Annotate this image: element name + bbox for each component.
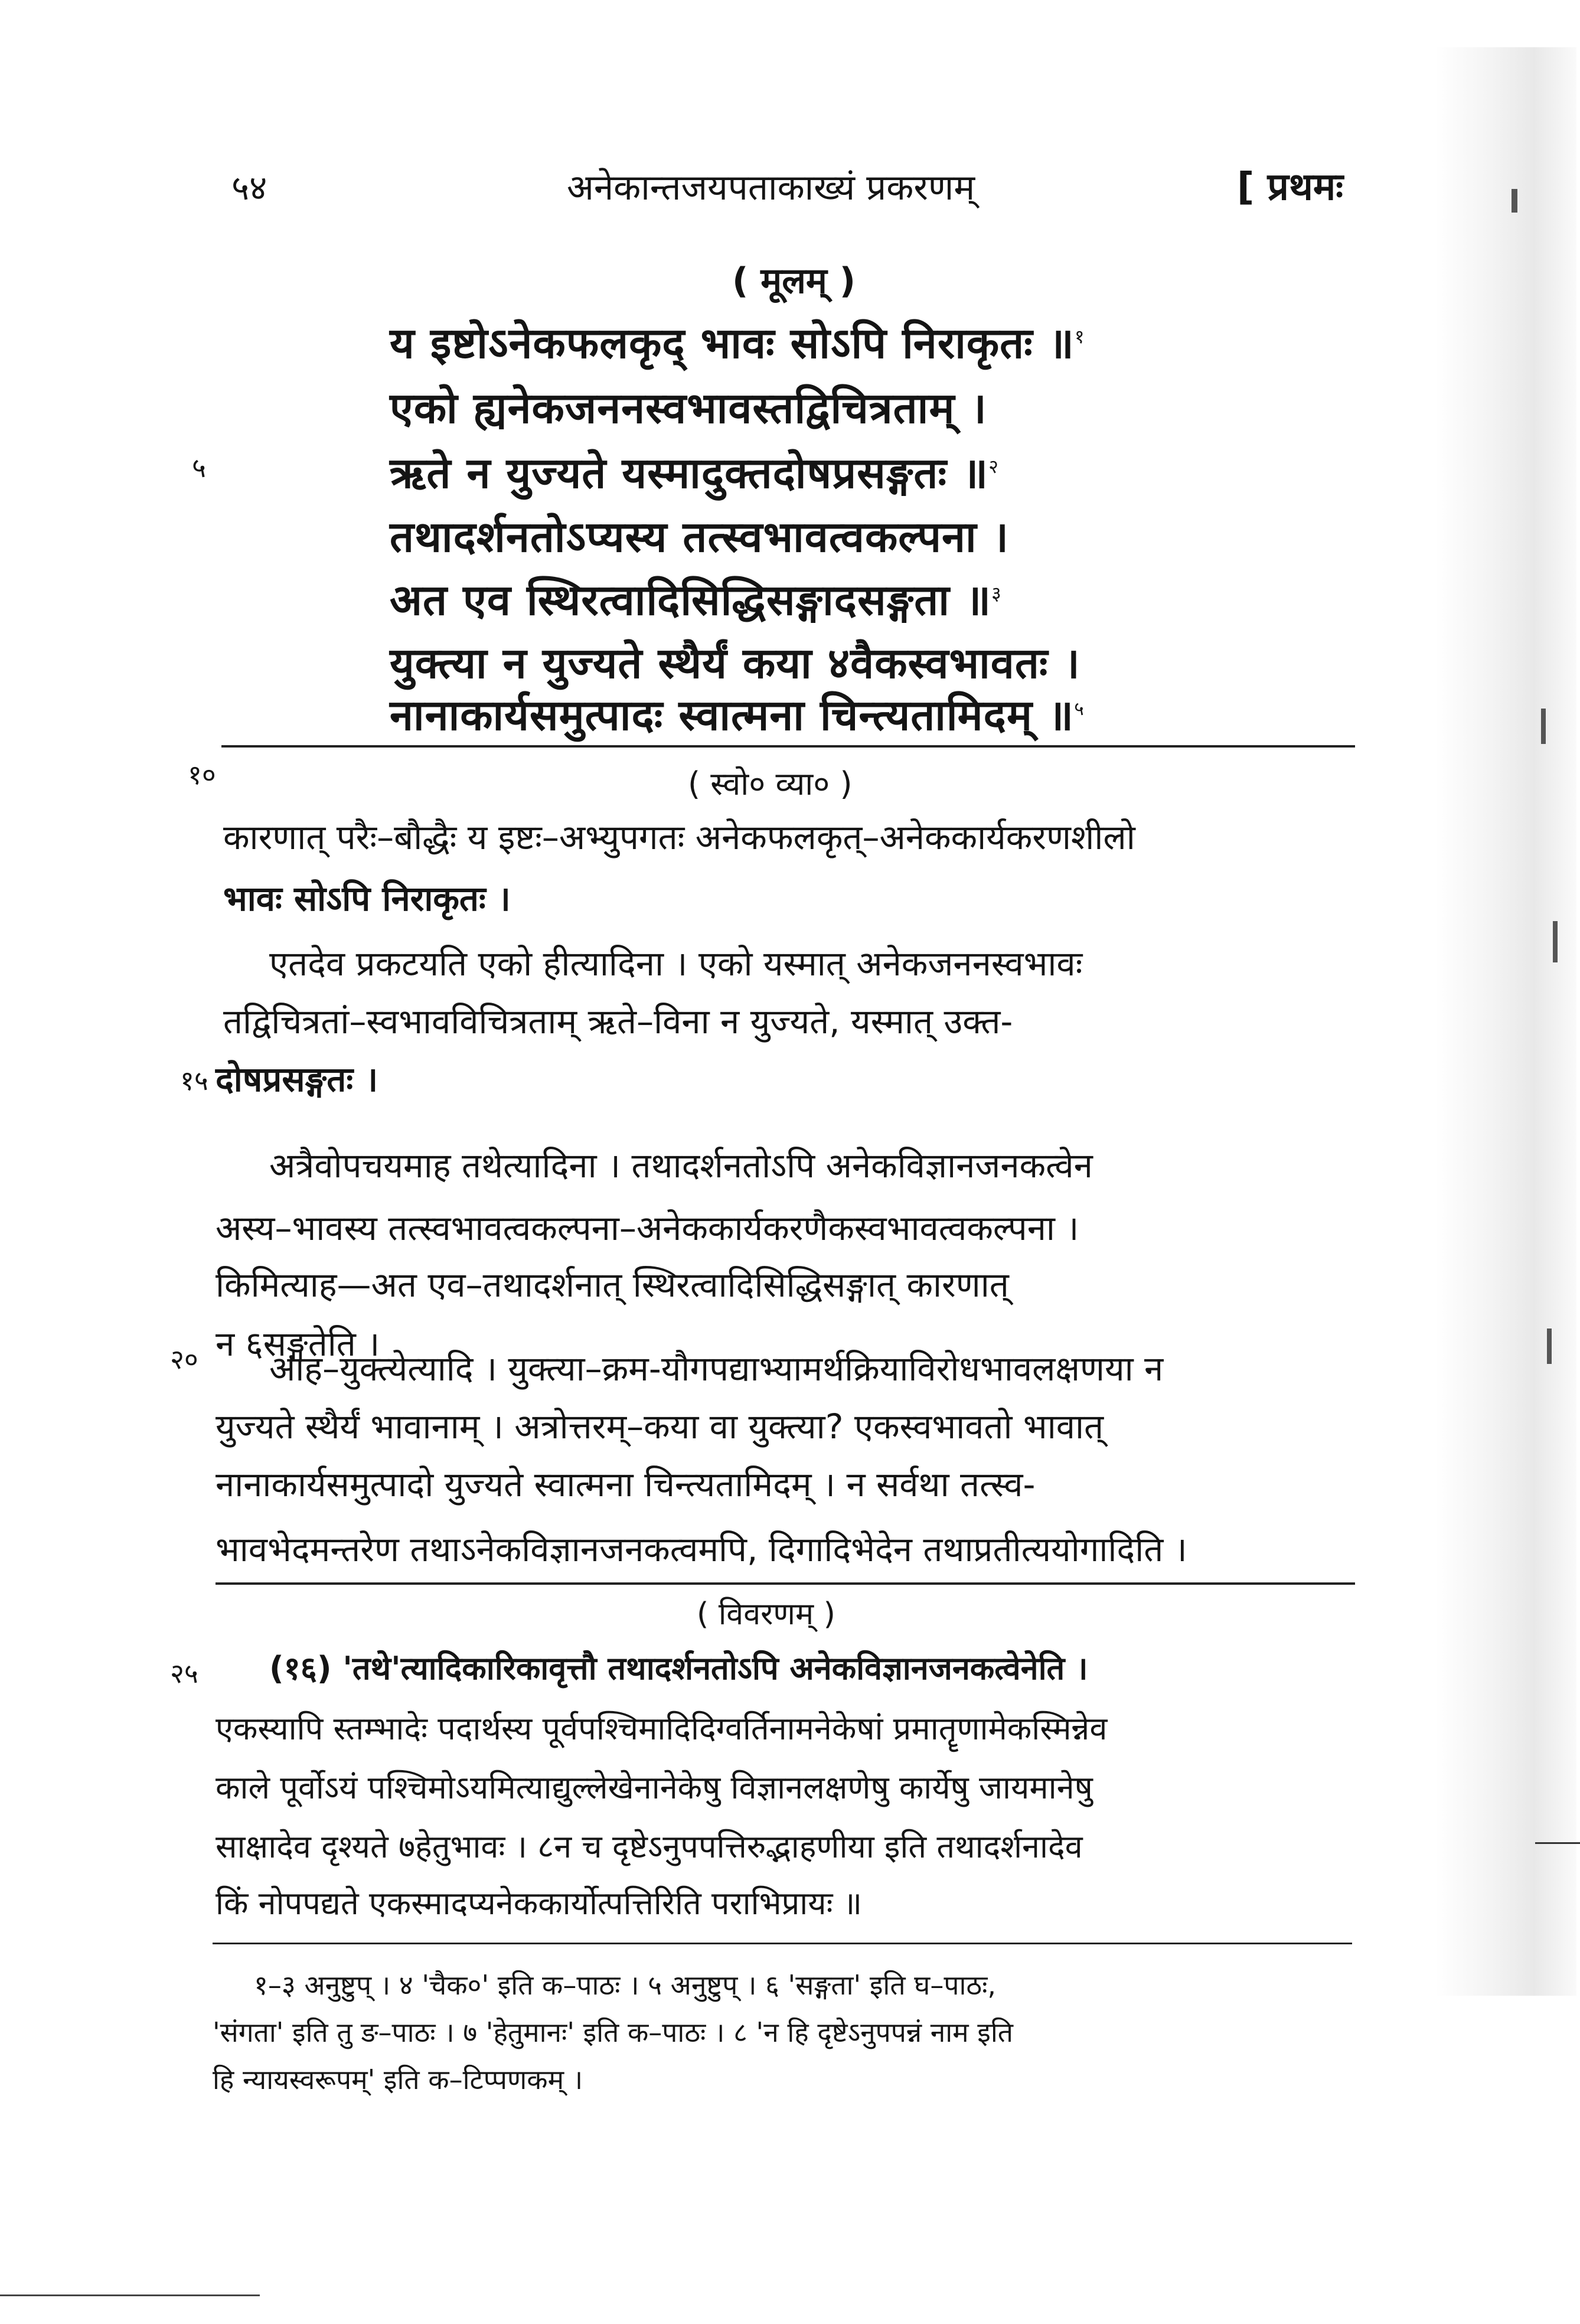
verse-line: तथादर्शनतोऽप्यस्य तत्स्वभावत्वकल्पना । <box>390 512 1009 562</box>
commentary-heading: ( स्वो० व्या० ) <box>688 765 853 802</box>
vivarana-heading: ( विवरणम् ) <box>697 1597 835 1632</box>
verse-line: ऋते न युज्यते यस्मादुक्तदोषप्रसङ्गतः ॥$^२$ <box>390 448 999 498</box>
commentary-line: न ६सङ्गतेति । <box>216 1324 380 1364</box>
commentary-line: आह–युक्त्येत्यादि । युक्त्या–क्रम-यौगपद्याभ्यामर्थक्रियाविरोधभावलक्षणया न <box>269 1349 1164 1389</box>
line-marker: १५ <box>180 1065 208 1096</box>
commentary-line: भावः सोऽपि निराकृतः । <box>223 879 511 919</box>
commentary-line: कारणात् परैः–बौद्धैः य इष्टः–अभ्युपगतः अनेकफलकृत्–अनेककार्यकरणशीलो <box>223 817 1135 857</box>
commentary-line: नानाकार्यसमुत्पादो युज्यते स्वात्मना चिन्त्यतामिदम् । न सर्वथा तत्स्व- <box>216 1464 1036 1504</box>
verse-line: नानाकार्यसमुत्पादः स्वात्मना चिन्त्यतामिदम् ॥$^५$ <box>390 690 1085 740</box>
commentary-line: अस्य–भावस्य तत्स्वभावत्वकल्पना–अनेककार्यकरणैकस्वभावत्वकल्पना । <box>216 1208 1079 1248</box>
line-marker: १० <box>188 759 216 791</box>
margin-speck <box>1547 1329 1552 1364</box>
commentary-line: किमित्याह—अत एव–तथादर्शनात् स्थिरत्वादिसिद्धिसङ्गात् कारणात् <box>216 1265 1009 1305</box>
commentary-line: अत्रैवोपचयमाह तथेत्यादिना । तथादर्शनतोऽपि अनेकविज्ञानजनकत्वेन <box>269 1145 1093 1186</box>
margin-line <box>1535 1842 1580 1844</box>
scan-edge-line <box>0 2294 260 2296</box>
page-number: ५४ <box>231 168 267 208</box>
line-marker: ५ <box>192 452 206 484</box>
commentary-line: एतदेव प्रकटयति एको हीत्यादिना । एको यस्मात् अनेकजननस्वभावः <box>269 944 1083 984</box>
verse-line: अत एव स्थिरत्वादिसिद्धिसङ्गादसङ्गता ॥$^३$ <box>390 575 1002 625</box>
footnote-rule <box>213 1943 1352 1944</box>
section-rule <box>221 745 1355 748</box>
verse-note: १ <box>1074 325 1085 348</box>
verse-note: ५ <box>1074 697 1085 720</box>
verse-note: ३ <box>991 582 1002 605</box>
vivarana-line: किं नोपपद्यते एकस्मादप्यनेककार्योत्पत्तिरिति पराभिप्रायः ॥ <box>216 1885 863 1922</box>
verse-line: एको ह्यनेकजननस्वभावस्तद्विचित्रताम् । <box>390 383 987 433</box>
commentary-line: भावभेदमन्तरेण तथाऽनेकविज्ञानजनकत्वमपि, दिगादिभेदेन तथाप्रतीत्ययोगादिति । <box>216 1529 1187 1569</box>
margin-speck <box>1541 709 1546 744</box>
chapter-label: [ प्रथमः <box>1237 165 1344 209</box>
section-rule <box>216 1582 1355 1585</box>
scan-margin-shadow <box>1435 47 1576 1996</box>
mula-heading: ( मूलम् ) <box>732 260 856 302</box>
verse-line: युक्त्या न युज्यते स्थैर्यं कया ४वैकस्वभावतः । <box>390 638 1080 688</box>
commentary-line: युज्यते स्थैर्यं भावानाम् । अत्रोत्तरम्–कया वा युक्त्या? एकस्वभावतो भावात् <box>216 1406 1104 1447</box>
line-marker: २० <box>170 1343 198 1375</box>
vivarana-line: एकस्यापि स्तम्भादेः पदार्थस्य पूर्वपश्चिमादिदिग्वर्तिनामनेकेषां प्रमातॄणामेकस्मिन्नेव <box>216 1710 1108 1747</box>
margin-speck <box>1512 189 1517 213</box>
footnote-line: १–३ अनुष्टुप् । ४ 'चैक०' इति क–पाठः । ५ अनुष्टुप् । ६ 'सङ्गता' इति घ–पाठः, <box>254 1969 997 2001</box>
footnote-line: हि न्यायस्वरूपम्' इति क–टिप्पणकम् । <box>213 2064 583 2095</box>
commentary-line: तद्विचित्रतां–स्वभावविचित्रताम् ऋते–विना न युज्यते, यस्मात् उक्त- <box>223 1001 1013 1042</box>
footnote-line: 'संगता' इति तु ङ–पाठः । ७ 'हेतुमानः' इति क–पाठः । ८ 'न हि दृष्टेऽनुपपन्नं नाम इति <box>213 2016 1014 2048</box>
running-title: अनेकान्तजयपताकाख्यं प्रकरणम् <box>567 167 975 208</box>
margin-speck <box>1553 921 1558 962</box>
vivarana-line: (१६) 'तथे'त्यादिकारिकावृत्तौ तथादर्शनतोऽपि अनेकविज्ञानजनकत्वेनेति । <box>269 1650 1088 1687</box>
verse-note: २ <box>988 455 999 478</box>
line-marker: २५ <box>170 1657 198 1689</box>
vivarana-line: साक्षादेव दृश्यते ७हेतुभावः । ८न च दृष्टेऽनुपपत्तिरुद्भाहणीया इति तथादर्शनादेव <box>216 1828 1083 1865</box>
vivarana-line: काले पूर्वोऽयं पश्चिमोऽयमित्याद्युल्लेखेनानेकेषु विज्ञानलक्षणेषु कार्येषु जायमानेषु <box>216 1769 1093 1806</box>
verse-line: य इष्टोऽनेकफलकृद् भावः सोऽपि निराकृतः ॥$^१$ <box>390 318 1085 368</box>
commentary-line: दोषप्रसङ्गतः । <box>216 1059 378 1099</box>
